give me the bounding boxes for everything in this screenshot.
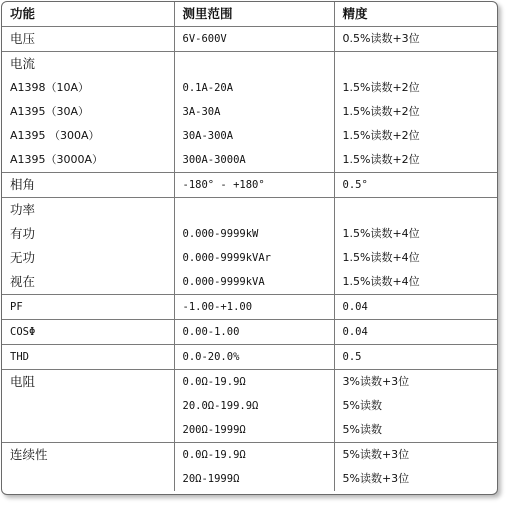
- cell-function: 相角: [2, 173, 174, 198]
- cell-function: 连续性: [2, 443, 174, 492]
- cell-function: THD: [2, 345, 174, 370]
- cell-accuracy: 3%读数+3位 5%读数 5%读数: [334, 370, 498, 443]
- cell-range: -180° - +180°: [174, 173, 334, 198]
- spec-table: [2, 2, 498, 491]
- header-row: [2, 2, 498, 27]
- header-cell-function: 功能: [2, 2, 174, 27]
- cell-accuracy: 0.04: [334, 295, 498, 320]
- table-row-phase-angle: [2, 173, 498, 198]
- table-row-voltage: [2, 27, 498, 52]
- table-row-resistance: [2, 370, 498, 443]
- cell-range: 0.0Ω-19.9Ω 20Ω-1999Ω: [174, 443, 334, 492]
- table-row-power: [2, 198, 498, 295]
- table-row-pf: [2, 295, 498, 320]
- spec-table-frame: [1, 1, 498, 495]
- cell-range: 6V-600V: [174, 27, 334, 52]
- table-row-continuity: [2, 443, 498, 492]
- header-cell-accuracy: 精度: [334, 2, 498, 27]
- cell-range: 0.1A-20A 3A-30A 30A-300A 300A-3000A: [174, 52, 334, 173]
- cell-function: 功率 有功 无功 视在: [2, 198, 174, 295]
- cell-range: 0.000-9999kW 0.000-9999kVAr 0.000-9999kVA: [174, 198, 334, 295]
- cell-accuracy: 5%读数+3位 5%读数+3位: [334, 443, 498, 492]
- table-row-thd: [2, 345, 498, 370]
- cell-function: 电压: [2, 27, 174, 52]
- cell-accuracy: 1.5%读数+4位 1.5%读数+4位 1.5%读数+4位: [334, 198, 498, 295]
- cell-function: 电流 A1398（10A） A1395（30A） A1395 （300A） A1395（3000A）: [2, 52, 174, 173]
- cell-range: 0.0Ω-19.9Ω 20.0Ω-199.9Ω 200Ω-1999Ω: [174, 370, 334, 443]
- cell-accuracy: 1.5%读数+2位 1.5%读数+2位 1.5%读数+2位 1.5%读数+2位: [334, 52, 498, 173]
- cell-function: COSΦ: [2, 320, 174, 345]
- cell-range: -1.00-+1.00: [174, 295, 334, 320]
- cell-accuracy: 0.04: [334, 320, 498, 345]
- table-row-cos-phi: [2, 320, 498, 345]
- cell-function: PF: [2, 295, 174, 320]
- cell-accuracy: 0.5°: [334, 173, 498, 198]
- table-row-current: [2, 52, 498, 173]
- cell-range: 0.0-20.0%: [174, 345, 334, 370]
- cell-accuracy: 0.5%读数+3位: [334, 27, 498, 52]
- header-cell-range: 测里范围: [174, 2, 334, 27]
- cell-range: 0.00-1.00: [174, 320, 334, 345]
- cell-accuracy: 0.5: [334, 345, 498, 370]
- cell-function: 电阻: [2, 370, 174, 443]
